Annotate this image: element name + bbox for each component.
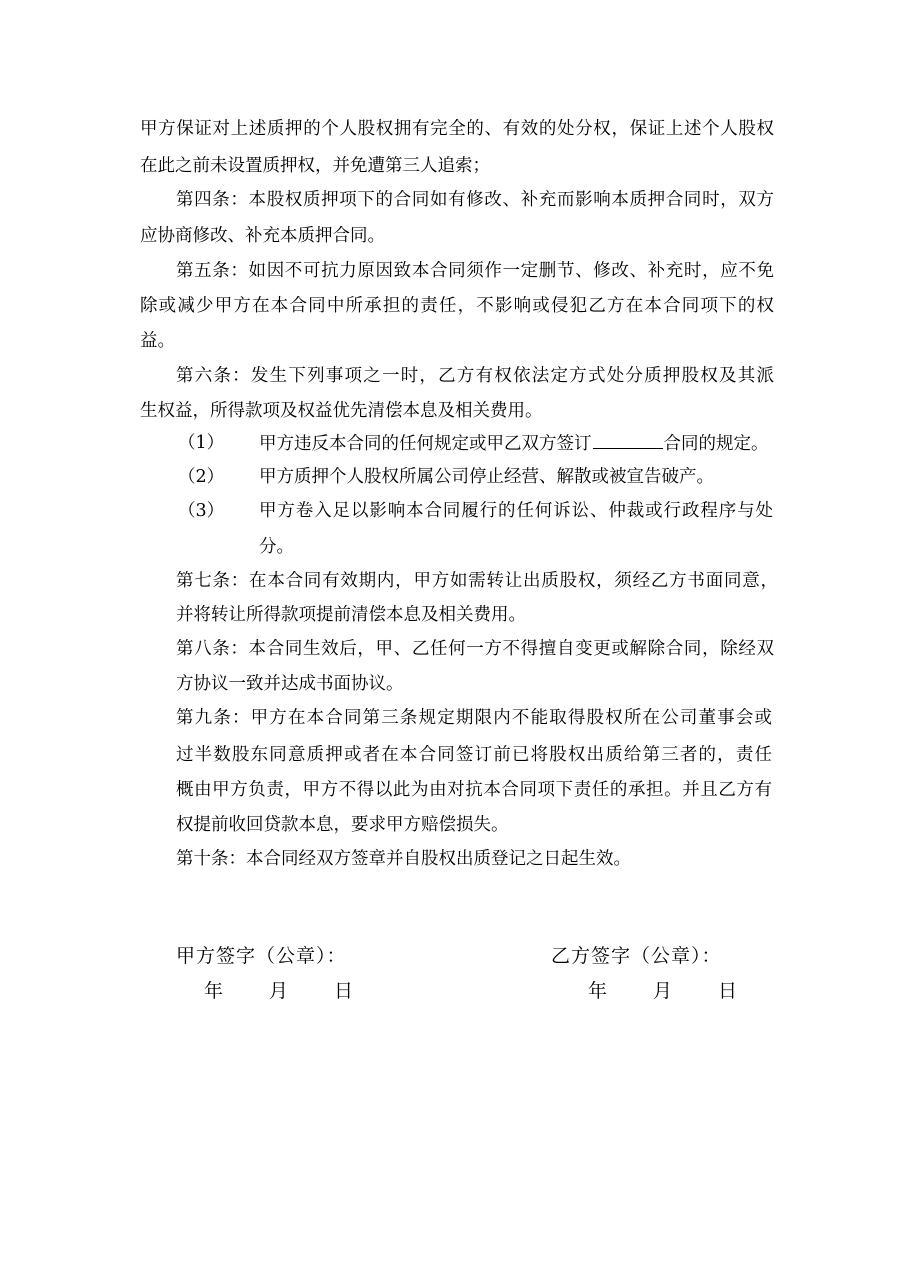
article-6-item-2-number: （2）: [178, 467, 225, 487]
party-a-date-month: 月: [269, 980, 289, 1002]
article-5-line-2: 除或减少甲方在本合同中所承担的责任，不影响或侵犯乙方在本合同项下的权: [140, 296, 774, 316]
article-4-line-2: 应协商修改、补充本质押合同。: [140, 226, 385, 246]
party-a-date-year: 年: [204, 980, 224, 1002]
article-9-line-2: 过半数股东同意质押或者在本合同签订前已将股权出质给第三者的，责任: [176, 745, 772, 765]
article-6-line-2: 生权益，所得款项及权益优先清偿本息及相关费用。: [140, 401, 543, 421]
article-6-item-1-text-b: 合同的规定。: [663, 434, 769, 454]
party-b-date-month: 月: [653, 980, 673, 1002]
party-b-date-day: 日: [718, 980, 738, 1002]
article-5-line-1: 第五条：如因不可抗力原因致本合同须作一定删节、修改、补充时，应不免: [176, 261, 774, 281]
article-4-line-1: 第四条：本股权质押项下的合同如有修改、补充而影响本质押合同时，双方: [176, 190, 774, 210]
party-a-signature-label: 甲方签字（公章）：: [176, 945, 347, 967]
article-6-item-1-text-a: 甲方违反本合同的任何规定或甲乙双方签订: [259, 434, 592, 454]
article-9-line-3: 概由甲方负责，甲方不得以此为由对抗本合同项下责任的承担。并且乙方有: [176, 780, 772, 800]
article-6-item-3-line-2: 分。: [259, 537, 294, 557]
article-6-line-1: 第六条：发生下列事项之一时，乙方有权依法定方式处分质押股权及其派: [176, 366, 774, 386]
intro-line-2: 在此之前未设置质押权，并免遭第三人追索；: [140, 156, 490, 176]
article-9-line-1: 第九条：甲方在本合同第三条规定期限内不能取得股权所在公司董事会或: [176, 708, 772, 728]
contract-name-blank: [593, 432, 663, 449]
article-6-item-3-number: （3）: [178, 501, 225, 521]
party-a-date: [204, 979, 353, 1003]
article-6-item-3-line-1: 甲方卷入足以影响本合同履行的任何诉讼、仲裁或行政程序与处: [259, 501, 773, 521]
article-8-line-1: 第八条：本合同生效后，甲、乙任何一方不得擅自变更或解除合同，除经双: [176, 639, 774, 659]
article-6-item-1-number: （1）: [178, 433, 225, 453]
party-b-date: [588, 979, 737, 1003]
article-10-line-1: 第十条：本合同经双方签章并自股权出质登记之日起生效。: [176, 849, 631, 869]
article-7-line-1: 第七条：在本合同有效期内，甲方如需转让出质股权，须经乙方书面同意，: [176, 571, 778, 591]
article-9-line-4: 权提前收回贷款本息，要求甲方赔偿损失。: [176, 815, 509, 835]
article-7-line-2: 并将转让所得款项提前清偿本息及相关费用。: [176, 605, 526, 625]
intro-line-1: 甲方保证对上述质押的个人股权拥有完全的、有效的处分权，保证上述个人股权: [140, 119, 774, 139]
article-8-line-2: 方协议一致并达成书面协议。: [176, 674, 404, 694]
party-b-signature-label: 乙方签字（公章）：: [551, 945, 722, 967]
party-b-date-year: 年: [588, 980, 608, 1002]
party-a-date-day: 日: [334, 980, 354, 1002]
article-6-item-1-text: [259, 432, 769, 455]
article-5-line-3: 益。: [140, 331, 175, 351]
article-6-item-2-text: 甲方质押个人股权所属公司停止经营、解散或被宣告破产。: [259, 467, 714, 487]
